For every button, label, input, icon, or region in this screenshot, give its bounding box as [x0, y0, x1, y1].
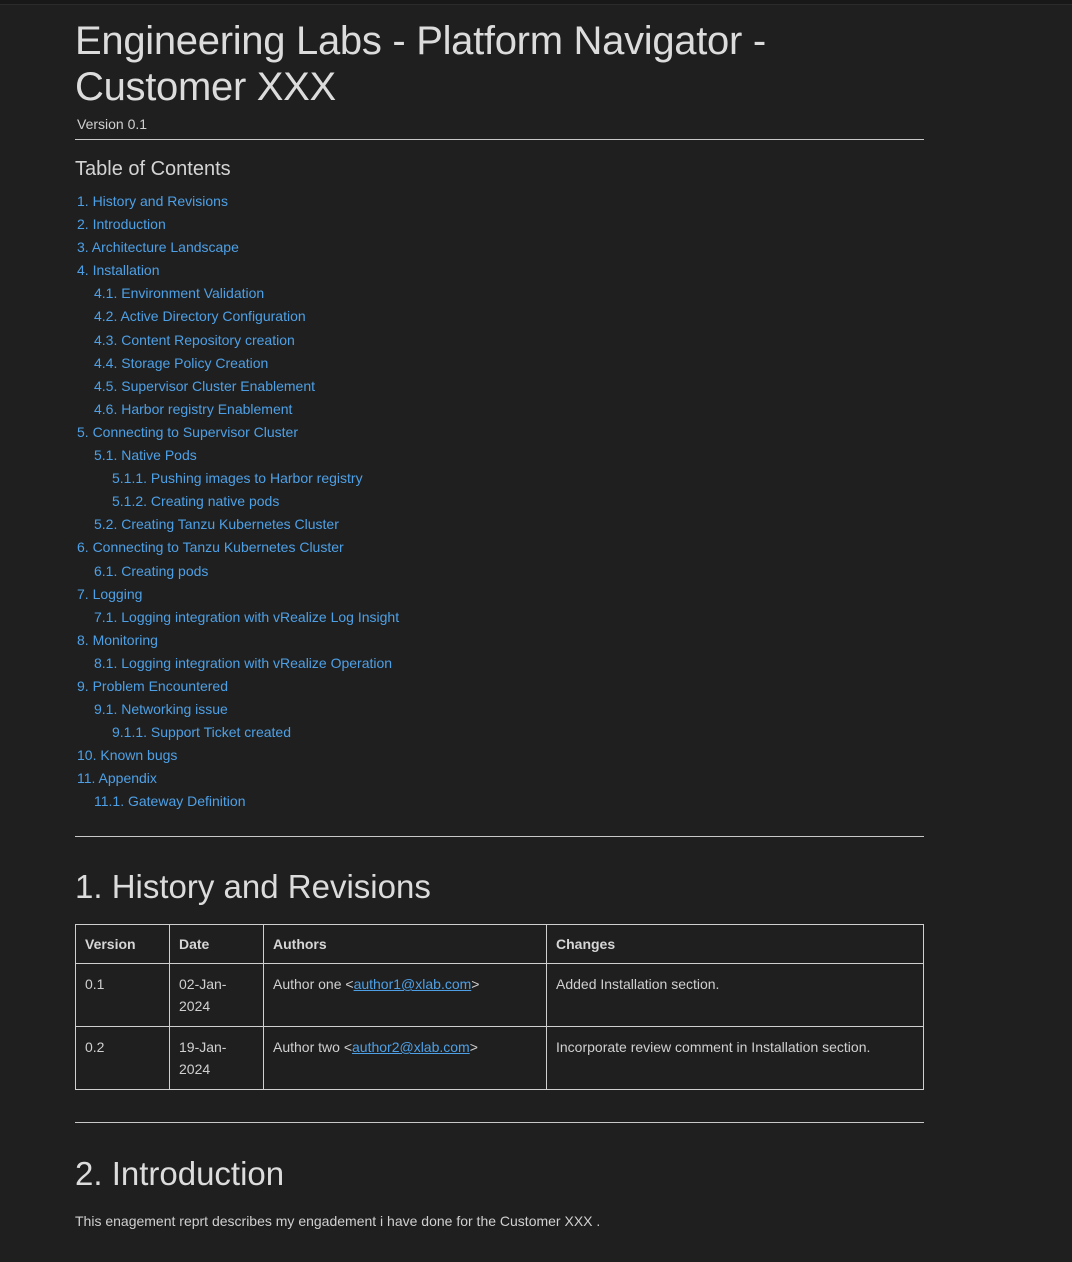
toc-link[interactable]: 11. Appendix [77, 770, 157, 787]
toc-link[interactable]: 5.1. Native Pods [94, 447, 197, 464]
toc-link[interactable]: 9.1.1. Support Ticket created [112, 724, 291, 741]
document-title: Engineering Labs - Platform Navigator - Customer XXX [75, 19, 766, 109]
toc-link[interactable]: 6. Connecting to Tanzu Kubernetes Cluster [77, 539, 344, 556]
author-name: Author one < [273, 976, 354, 992]
column-header: Changes [547, 925, 924, 964]
document-version: Version 0.1 [77, 116, 148, 132]
table-row [76, 964, 924, 1027]
divider [75, 836, 924, 837]
divider [75, 1122, 924, 1123]
window-top-bar [0, 0, 1072, 5]
table-header-row [76, 925, 924, 964]
toc-link[interactable]: 8.1. Logging integration with vRealize Operation [94, 654, 393, 671]
column-header: Date [170, 925, 264, 964]
cell-authors [264, 1027, 547, 1090]
cell-authors [264, 964, 547, 1027]
author-email-link[interactable]: author1@xlab.com [353, 976, 472, 992]
toc-link[interactable]: 4. Installation [77, 262, 160, 279]
author-name: Author two < [273, 1039, 352, 1055]
toc-link[interactable]: 5.1.1. Pushing images to Harbor registry [112, 470, 363, 487]
cell-date: 02-Jan-2024 [170, 964, 264, 1027]
toc-link[interactable]: 9.1. Networking issue [94, 701, 228, 718]
toc-title: Table of Contents [75, 158, 231, 180]
toc-link[interactable]: 7.1. Logging integration with vRealize Log Insight [94, 608, 400, 625]
cell-date: 19-Jan-2024 [170, 1027, 264, 1090]
column-header: Version [76, 925, 170, 964]
table-of-contents [77, 190, 399, 814]
section-heading-introduction: 2. Introduction [75, 1155, 285, 1192]
toc-link[interactable]: 5.1.2. Creating native pods [112, 493, 280, 510]
toc-link[interactable]: 11.1. Gateway Definition [94, 793, 246, 810]
toc-link[interactable]: 4.5. Supervisor Cluster Enablement [94, 377, 315, 394]
table-row [76, 1027, 924, 1090]
toc-link[interactable]: 4.3. Content Repository creation [94, 331, 295, 348]
toc-link[interactable]: 8. Monitoring [77, 631, 158, 648]
author-suffix: > [469, 1039, 478, 1055]
toc-link[interactable]: 5.2. Creating Tanzu Kubernetes Cluster [94, 516, 339, 533]
cell-changes: Added Installation section. [547, 964, 924, 1027]
cell-changes: Incorporate review comment in Installation section. [547, 1027, 924, 1090]
introduction-text: This enagement reprt describes my engadement i have done for the Customer XXX . [75, 1213, 601, 1229]
toc-link[interactable]: 1. History and Revisions [77, 193, 228, 209]
toc-link[interactable]: 5. Connecting to Supervisor Cluster [77, 423, 298, 440]
toc-link[interactable]: 4.6. Harbor registry Enablement [94, 400, 293, 417]
divider [75, 139, 924, 140]
toc-link[interactable]: 4.1. Environment Validation [94, 285, 265, 302]
author-email-link[interactable]: author2@xlab.com [352, 1039, 470, 1055]
toc-link[interactable]: 10. Known bugs [77, 747, 178, 764]
toc-link[interactable]: 9. Problem Encountered [77, 677, 228, 694]
toc-link[interactable]: 4.2. Active Directory Configuration [94, 308, 306, 325]
toc-link[interactable]: 3. Architecture Landscape [77, 239, 239, 256]
history-table [75, 924, 924, 1090]
cell-version: 0.2 [76, 1027, 170, 1090]
toc-link[interactable]: 2. Introduction [77, 216, 166, 233]
author-suffix: > [471, 976, 480, 992]
toc-link[interactable]: 4.4. Storage Policy Creation [94, 354, 269, 371]
column-header: Authors [264, 925, 547, 964]
toc-link[interactable]: 6.1. Creating pods [94, 562, 209, 579]
cell-version: 0.1 [76, 964, 170, 1027]
toc-link[interactable]: 7. Logging [77, 585, 143, 602]
section-heading-history: 1. History and Revisions [75, 868, 431, 905]
